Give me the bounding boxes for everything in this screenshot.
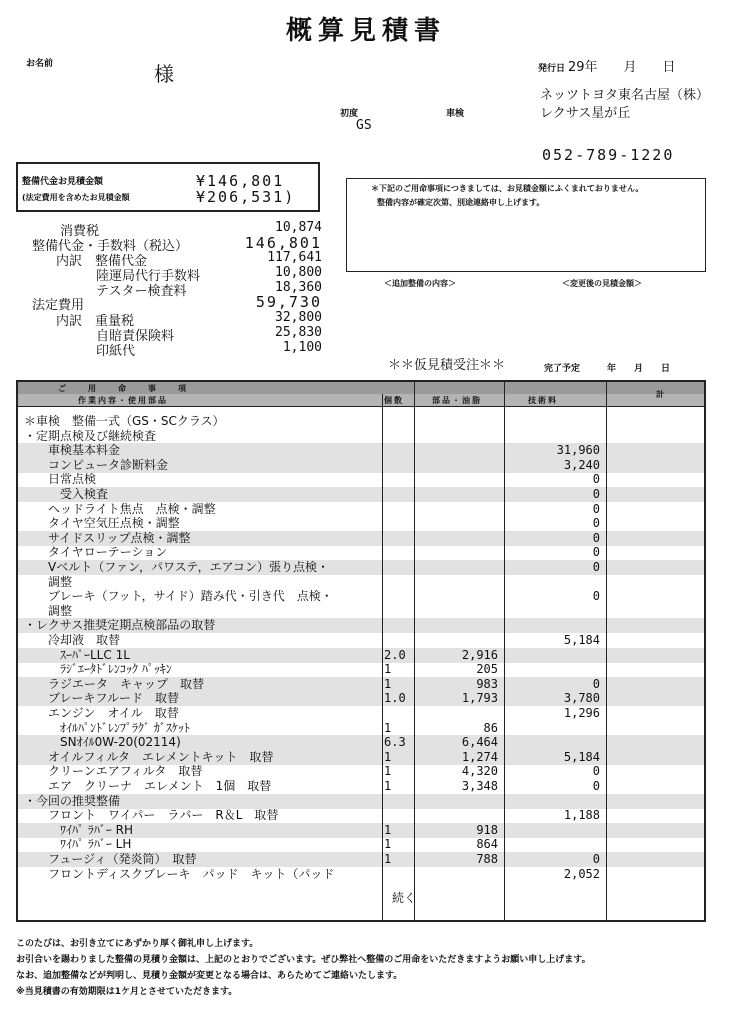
cell-name: ｵｲﾙﾊﾟﾝﾄﾞﾚﾝﾌﾟﾗｸﾞ ｶﾞｽｹｯﾄ <box>24 720 190 735</box>
summary-label: テスター検査料 <box>96 284 187 299</box>
cell-parts: 1,793 <box>461 691 498 706</box>
cell-tech: 0 <box>592 545 600 560</box>
cell-name: エア クリーナ エレメント 1個 取替 <box>24 779 272 793</box>
shop-phone: 052-789-1220 <box>542 146 675 164</box>
summary-value: 32,800 <box>275 310 322 325</box>
completion-date: 完了予定 年 月 日 <box>544 364 671 374</box>
table-row <box>18 487 704 502</box>
table-row <box>18 618 704 633</box>
cell-parts: 864 <box>476 837 498 852</box>
cell-name: 受入検査 <box>24 487 109 501</box>
work-items-table <box>16 380 706 922</box>
customer-label: お名前 <box>26 59 54 69</box>
cell-qty: 6.3 <box>384 735 406 750</box>
cell-qty: 1 <box>384 837 392 852</box>
summary-label: 内訳 整備代金 <box>56 254 148 269</box>
table-row <box>18 502 704 517</box>
table-row <box>18 837 704 852</box>
cell-parts: 6,464 <box>461 735 498 750</box>
table-row <box>18 429 704 444</box>
footer-line: このたびは、お引き立てにあずかり厚く御礼申し上げます。 <box>16 939 259 949</box>
cell-name: ブレーキフルード 取替 <box>24 691 180 706</box>
cell-name: 調整 <box>24 574 73 589</box>
header-order-items: ご 用 命 事 項 <box>58 384 188 393</box>
cell-name: 日常点検 <box>24 472 97 487</box>
table-row <box>18 545 704 560</box>
cell-tech: 3,780 <box>563 691 600 706</box>
cell-qty: 1 <box>384 662 392 677</box>
cell-qty: 1 <box>384 852 392 866</box>
table-row <box>18 648 704 663</box>
cell-name: 調整 <box>24 603 73 618</box>
notice-line-1: ＊下記のご用命事項につきましては、お見積金額にふくまれておりません。 <box>371 184 644 193</box>
cell-name: ﾜｲﾊﾟ ﾗﾊﾞｰ RH <box>24 822 133 837</box>
cell-name: SNｵｲﾙ0W-20(02114) <box>24 735 181 750</box>
cell-tech: 1,188 <box>563 808 600 823</box>
table-row <box>18 575 704 590</box>
first-registration-label: 初度 <box>340 109 359 119</box>
column-divider <box>504 382 505 920</box>
header-parts: 部品・油脂 <box>432 396 482 405</box>
cell-name: コンピュータ診断料金 <box>24 457 169 472</box>
cell-name: ｽｰﾊﾟｰLLC 1L <box>24 647 130 662</box>
estimate-legal-value: ¥206,531) <box>196 188 296 206</box>
cell-tech: 0 <box>592 472 600 487</box>
cell-name: ヘッドライト焦点 点検・調整 <box>24 501 216 516</box>
cell-name: オイルフィルタ エレメントキット 取替 <box>24 749 274 764</box>
cell-tech: 5,184 <box>563 633 600 647</box>
table-row <box>18 735 704 750</box>
table-row <box>18 750 704 765</box>
column-divider <box>606 382 607 920</box>
summary-label: 法定費用 <box>32 298 85 313</box>
table-row <box>18 677 704 692</box>
additional-work-label: ＜追加整備の内容＞ <box>384 279 456 288</box>
table-row <box>18 589 704 604</box>
cell-name: エンジン オイル 取替 <box>24 706 179 720</box>
column-divider <box>414 382 415 920</box>
table-row <box>18 531 704 546</box>
cell-tech: 0 <box>592 676 600 691</box>
cell-name: タイヤローテーション <box>24 545 168 560</box>
cell-qty: 1.0 <box>384 691 406 706</box>
cell-tech: 0 <box>592 487 600 501</box>
cell-name: サイドスリップ点検・調整 <box>24 530 191 545</box>
cell-tech: 0 <box>592 852 600 866</box>
table-row <box>18 414 704 429</box>
customer-suffix: 様 <box>154 62 174 86</box>
estimate-label: 整備代金お見積金額 <box>22 177 104 187</box>
cell-tech: 2,052 <box>563 866 600 881</box>
document-title: 概算見積書 <box>285 16 446 46</box>
cell-parts: 4,320 <box>461 764 498 779</box>
table-row <box>18 779 704 794</box>
cell-qty: 1 <box>384 822 392 837</box>
table-row <box>18 604 704 619</box>
cell-name: 冷却液 取替 <box>24 633 121 647</box>
cell-tech: 0 <box>592 530 600 545</box>
table-row <box>18 808 704 823</box>
summary-value: 10,874 <box>275 220 322 235</box>
cell-tech: 31,960 <box>556 443 600 458</box>
provisional-order: ＊＊仮見積受注＊＊ <box>388 358 506 373</box>
cell-parts: 788 <box>476 852 498 866</box>
cell-parts: 1,274 <box>461 749 498 764</box>
summary-label: 内訳 重量税 <box>56 314 135 329</box>
cell-tech: 0 <box>592 589 600 604</box>
shop-branch: レクサス星が丘 <box>540 106 631 121</box>
cell-tech: 3,240 <box>563 457 600 472</box>
cell-name: 車検基本料金 <box>24 443 121 458</box>
cell-qty: 1 <box>384 720 392 735</box>
header-total: 計 <box>656 390 666 399</box>
cell-name: ・定期点検及び継続検査 <box>24 428 157 443</box>
table-row <box>18 764 704 779</box>
cell-name: ラジエータ キャップ 取替 <box>24 676 205 691</box>
revised-amount-label: ＜変更後の見積金額＞ <box>562 279 642 288</box>
summary-value: 117,641 <box>267 250 322 265</box>
table-row <box>18 794 704 809</box>
table-row <box>18 458 704 473</box>
summary-value: 10,800 <box>275 265 322 280</box>
cell-qty: 1 <box>384 779 392 793</box>
estimate-value: ¥146,801 <box>196 172 285 190</box>
summary-value: 1,100 <box>282 340 322 355</box>
inspection-label: 車検 <box>446 109 465 119</box>
estimate-box <box>16 162 320 212</box>
cell-qty: 1 <box>384 764 392 779</box>
summary-label: 整備代金・手数料（税込） <box>32 239 189 254</box>
cell-name: ・今回の推奨整備 <box>24 793 121 808</box>
table-row <box>18 721 704 736</box>
header-work-content: 作業内容・使用部品 <box>78 396 168 405</box>
table-row <box>18 633 704 648</box>
table-row <box>18 560 704 575</box>
header-tech-fee: 技術料 <box>528 396 558 405</box>
cell-tech: 5,184 <box>563 749 600 764</box>
cell-parts: 3,348 <box>461 779 498 793</box>
cell-parts: 86 <box>483 720 498 735</box>
estimate-legal-label: (法定費用を含めたお見積金額 <box>22 193 130 202</box>
cell-tech: 1,296 <box>563 706 600 720</box>
header-quantity: 個数 <box>384 396 404 405</box>
cell-tech: 0 <box>592 764 600 779</box>
summary-value: 25,830 <box>275 325 322 340</box>
cell-name: クリーンエアフィルタ 取替 <box>24 764 203 779</box>
cell-name: ﾗｼﾞｴｰﾀﾄﾞﾚﾝｺｯｸ ﾊﾟｯｷﾝ <box>24 662 172 677</box>
summary-value: 18,360 <box>275 280 322 295</box>
continued-marker: 続く <box>392 891 417 905</box>
cell-tech: 0 <box>592 516 600 531</box>
table-row <box>18 516 704 531</box>
footer-line: ※当見積書の有効期限は1ケ月とさせていただきます。 <box>16 987 238 997</box>
vehicle-model: GS <box>356 118 372 133</box>
cell-tech: 0 <box>592 779 600 793</box>
cell-parts: 983 <box>476 676 498 691</box>
cell-name: ＊車検 整備一式（GS・SCクラス） <box>24 414 225 428</box>
footer-line: なお、追加整備などが判明し、見積り金額が変更となる場合は、あらためてご連絡いたします。 <box>16 971 403 981</box>
cell-tech: 0 <box>592 501 600 516</box>
table-row <box>18 867 704 882</box>
cell-qty: 2.0 <box>384 647 406 662</box>
issue-date: 29年 月 日 <box>568 60 676 75</box>
table-row <box>18 443 704 458</box>
cell-tech: 0 <box>592 560 600 574</box>
cell-parts: 205 <box>476 662 498 677</box>
shop-name: ネッツトヨタ東名古屋（株） <box>540 88 710 103</box>
table-row <box>18 691 704 706</box>
summary-value: 146,801 <box>244 234 322 252</box>
cell-parts: 918 <box>476 822 498 837</box>
cell-qty: 1 <box>384 676 392 691</box>
cell-name: フュージィ（発炎筒） 取替 <box>24 852 197 866</box>
cell-parts: 2,916 <box>461 647 498 662</box>
table-row <box>18 823 704 838</box>
cell-name: ブレーキ（フット，サイド）踏み代・引き代 点検・ <box>24 589 333 604</box>
table-row <box>18 472 704 487</box>
issue-date-label: 発行日 <box>538 64 566 74</box>
summary-label: 消費税 <box>60 224 100 239</box>
cell-qty: 1 <box>384 749 392 764</box>
additional-notice-box <box>346 178 706 272</box>
footer-line: お引合いを賜わりました整備の見積り金額は、上記のとおりでございます。ぜひ弊社へ整備のご用命をいただきますようお願い申し上げます。 <box>16 955 591 965</box>
summary-label: 自賠責保険料 <box>96 329 175 344</box>
cell-name: フロント ワイパー ラバー R＆L 取替 <box>24 808 279 823</box>
summary-label: 印紙代 <box>96 344 136 359</box>
cell-name: ﾜｲﾊﾟ ﾗﾊﾞｰ LH <box>24 837 132 852</box>
table-row <box>18 706 704 721</box>
notice-line-2: 整備内容が確定次第、別途連絡申し上げます。 <box>377 198 545 207</box>
cell-name: タイヤ空気圧点検・調整 <box>24 516 180 531</box>
summary-value: 59,730 <box>255 293 322 311</box>
cell-name: ・レクサス推奨定期点検部品の取替 <box>24 618 216 633</box>
summary-label: 陸運局代行手数料 <box>96 269 201 284</box>
column-divider <box>382 394 383 920</box>
cell-name: Vベルト（ファン，パワステ，エアコン）張り点検・ <box>24 560 329 574</box>
table-row <box>18 662 704 677</box>
cell-name: フロントディスクブレーキ パッド キット（パッド <box>24 866 335 881</box>
table-row <box>18 852 704 867</box>
